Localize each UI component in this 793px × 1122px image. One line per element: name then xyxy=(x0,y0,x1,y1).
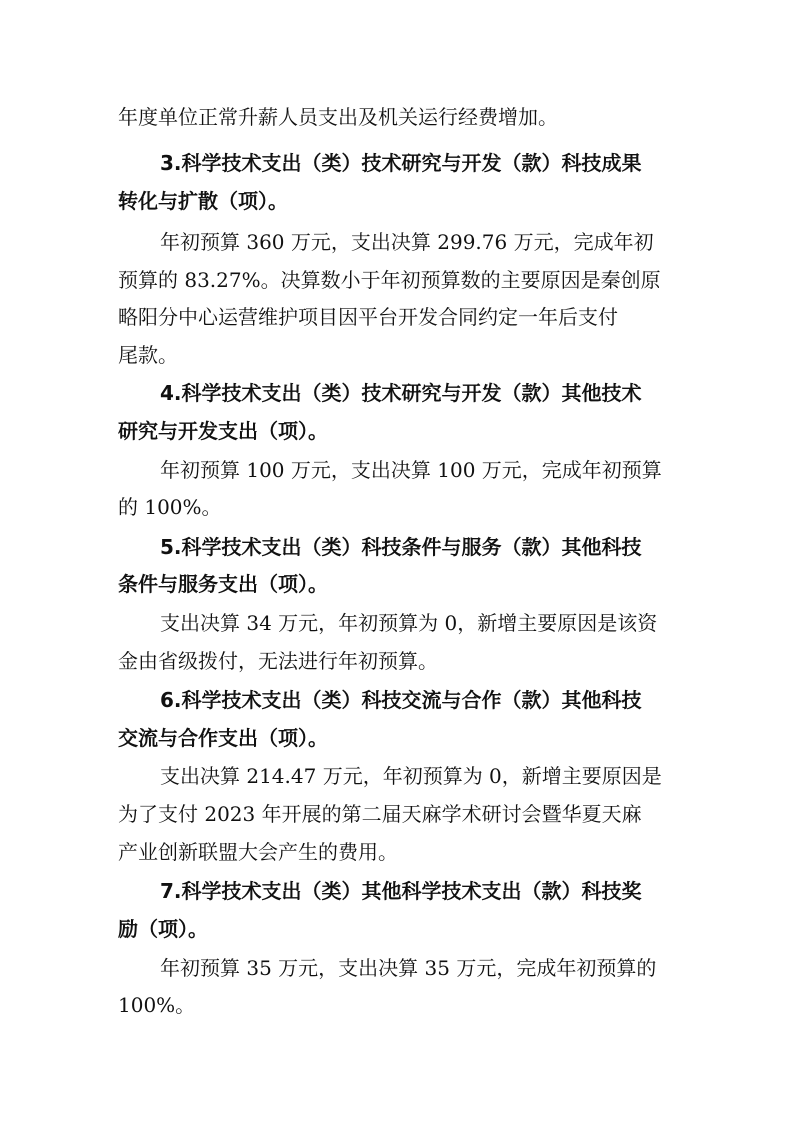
section-heading-4-cont: 研究与开发支出（项）。 xyxy=(118,419,328,443)
section-heading-7-cont: 励（项）。 xyxy=(118,917,208,941)
paragraph-5: 支出决算 34 万元，年初预算为 0，新增主要原因是该资 xyxy=(160,611,658,635)
section-heading-7: 7.科学技术支出（类）其他科学技术支出（款）科技奖 xyxy=(160,879,642,903)
paragraph-7: 年初预算 35 万元，支出决算 35 万元，完成年初预算的 xyxy=(160,956,657,980)
paragraph-6-line: 产业创新联盟大会产生的费用。 xyxy=(118,840,398,864)
paragraph-4: 年初预算 100 万元，支出决算 100 万元，完成年初预算 xyxy=(160,458,662,482)
paragraph-7-line: 100%。 xyxy=(118,993,196,1017)
paragraph-3: 年初预算 360 万元，支出决算 299.76 万元，完成年初 xyxy=(160,230,654,254)
section-heading-3-cont: 转化与扩散（项）。 xyxy=(118,189,288,213)
section-heading-6-cont: 交流与合作支出（项）。 xyxy=(118,726,328,750)
section-heading-5-cont: 条件与服务支出（项）。 xyxy=(118,572,328,596)
section-heading-3: 3.科学技术支出（类）技术研究与开发（款）科技成果 xyxy=(160,151,642,175)
section-heading-6: 6.科学技术支出（类）科技交流与合作（款）其他科技 xyxy=(160,688,642,712)
section-heading-5: 5.科学技术支出（类）科技条件与服务（款）其他科技 xyxy=(160,535,642,559)
paragraph-3-line: 尾款。 xyxy=(118,343,178,367)
paragraph-6: 支出决算 214.47 万元，年初预算为 0，新增主要原因是 xyxy=(160,764,662,788)
paragraph-4-line: 的 100%。 xyxy=(118,495,222,519)
paragraph-3-line: 预算的 83.27%。决算数小于年初预算数的主要原因是秦创原 xyxy=(118,268,661,292)
paragraph-5-line: 金由省级拨付，无法进行年初预算。 xyxy=(118,649,438,673)
paragraph-3-line: 略阳分中心运营维护项目因平台开发合同约定一年后支付 xyxy=(118,305,618,329)
paragraph-continuation: 年度单位正常升薪人员支出及机关运行经费增加。 xyxy=(118,105,558,129)
paragraph-6-line: 为了支付 2023 年开展的第二届天麻学术研讨会暨华夏天麻 xyxy=(118,802,642,826)
section-heading-4: 4.科学技术支出（类）技术研究与开发（款）其他技术 xyxy=(160,381,642,405)
